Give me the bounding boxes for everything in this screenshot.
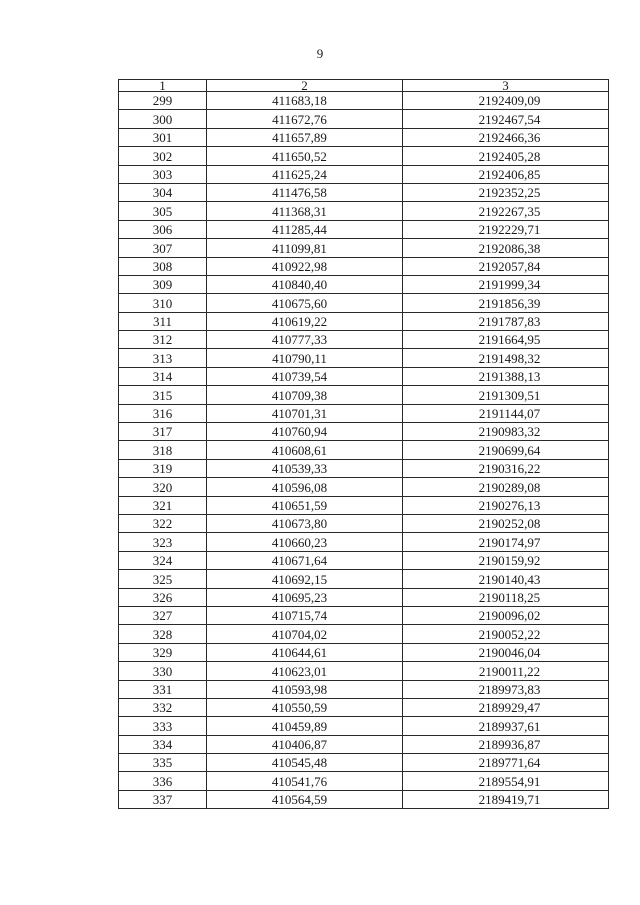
point-number-cell: 304 (119, 183, 207, 201)
y-coordinate-cell: 2191144,07 (403, 404, 609, 422)
point-number-cell: 305 (119, 202, 207, 220)
y-coordinate-cell: 2192057,84 (403, 257, 609, 275)
point-number-cell: 306 (119, 220, 207, 238)
y-coordinate-cell: 2190252,08 (403, 514, 609, 532)
table-row (119, 441, 609, 459)
table-row (119, 312, 609, 330)
x-coordinate-cell: 410623,01 (207, 662, 403, 680)
point-number-cell: 322 (119, 514, 207, 532)
coordinates-table (118, 79, 609, 809)
y-coordinate-cell: 2190289,08 (403, 478, 609, 496)
point-number-cell: 300 (119, 110, 207, 128)
x-coordinate-cell: 410704,02 (207, 625, 403, 643)
table-row (119, 735, 609, 753)
x-coordinate-cell: 410619,22 (207, 312, 403, 330)
x-coordinate-cell: 410539,33 (207, 459, 403, 477)
y-coordinate-cell: 2189937,61 (403, 717, 609, 735)
x-coordinate-cell: 410673,80 (207, 514, 403, 532)
y-coordinate-cell: 2190699,64 (403, 441, 609, 459)
table-row (119, 367, 609, 385)
table-row (119, 570, 609, 588)
x-coordinate-cell: 410541,76 (207, 772, 403, 790)
point-number-cell: 312 (119, 331, 207, 349)
y-coordinate-cell: 2190983,32 (403, 423, 609, 441)
x-coordinate-cell: 410675,60 (207, 294, 403, 312)
point-number-cell: 313 (119, 349, 207, 367)
x-coordinate-cell: 410701,31 (207, 404, 403, 422)
point-number-cell: 330 (119, 662, 207, 680)
table-row (119, 551, 609, 569)
x-coordinate-cell: 410593,98 (207, 680, 403, 698)
x-coordinate-cell: 410777,33 (207, 331, 403, 349)
x-coordinate-cell: 410922,98 (207, 257, 403, 275)
table-row (119, 275, 609, 293)
table-row (119, 496, 609, 514)
y-coordinate-cell: 2192409,09 (403, 92, 609, 110)
table-row (119, 331, 609, 349)
table-row (119, 717, 609, 735)
point-number-cell: 321 (119, 496, 207, 514)
table-row (119, 349, 609, 367)
point-number-cell: 303 (119, 165, 207, 183)
table-row (119, 239, 609, 257)
x-coordinate-cell: 411476,58 (207, 183, 403, 201)
y-coordinate-cell: 2192352,25 (403, 183, 609, 201)
table-row (119, 533, 609, 551)
point-number-cell: 318 (119, 441, 207, 459)
page-number: 9 (316, 46, 324, 61)
x-coordinate-cell: 410671,64 (207, 551, 403, 569)
y-coordinate-cell: 2192086,38 (403, 239, 609, 257)
y-coordinate-cell: 2192405,28 (403, 147, 609, 165)
point-number-cell: 327 (119, 606, 207, 624)
x-coordinate-cell: 410564,59 (207, 790, 403, 808)
point-number-cell: 335 (119, 754, 207, 772)
table-header-row (119, 80, 609, 92)
y-coordinate-cell: 2190316,22 (403, 459, 609, 477)
x-coordinate-cell: 411672,76 (207, 110, 403, 128)
x-coordinate-cell: 411683,18 (207, 92, 403, 110)
table-row (119, 404, 609, 422)
table-row (119, 680, 609, 698)
y-coordinate-cell: 2189936,87 (403, 735, 609, 753)
table-row (119, 459, 609, 477)
point-number-cell: 337 (119, 790, 207, 808)
point-number-cell: 315 (119, 386, 207, 404)
point-number-cell: 307 (119, 239, 207, 257)
x-coordinate-cell: 410660,23 (207, 533, 403, 551)
table-row (119, 92, 609, 110)
table-row (119, 128, 609, 146)
point-number-cell: 336 (119, 772, 207, 790)
table-row (119, 754, 609, 772)
y-coordinate-cell: 2189554,91 (403, 772, 609, 790)
y-coordinate-cell: 2191856,39 (403, 294, 609, 312)
table-row (119, 662, 609, 680)
table-row (119, 478, 609, 496)
point-number-cell: 325 (119, 570, 207, 588)
table-row (119, 588, 609, 606)
point-number-cell: 320 (119, 478, 207, 496)
table-row (119, 606, 609, 624)
table-row (119, 423, 609, 441)
y-coordinate-cell: 2189771,64 (403, 754, 609, 772)
x-coordinate-cell: 410608,61 (207, 441, 403, 459)
table-row (119, 625, 609, 643)
x-coordinate-cell: 410596,08 (207, 478, 403, 496)
column-header-3: 3 (403, 80, 609, 92)
y-coordinate-cell: 2191498,32 (403, 349, 609, 367)
x-coordinate-cell: 411657,89 (207, 128, 403, 146)
point-number-cell: 308 (119, 257, 207, 275)
y-coordinate-cell: 2191664,95 (403, 331, 609, 349)
x-coordinate-cell: 411099,81 (207, 239, 403, 257)
x-coordinate-cell: 411625,24 (207, 165, 403, 183)
point-number-cell: 328 (119, 625, 207, 643)
point-number-cell: 314 (119, 367, 207, 385)
y-coordinate-cell: 2189929,47 (403, 698, 609, 716)
y-coordinate-cell: 2190096,02 (403, 606, 609, 624)
y-coordinate-cell: 2189419,71 (403, 790, 609, 808)
table-row (119, 294, 609, 312)
x-coordinate-cell: 410739,54 (207, 367, 403, 385)
table-row (119, 514, 609, 532)
point-number-cell: 310 (119, 294, 207, 312)
x-coordinate-cell: 410406,87 (207, 735, 403, 753)
x-coordinate-cell: 411650,52 (207, 147, 403, 165)
table-row (119, 643, 609, 661)
y-coordinate-cell: 2189973,83 (403, 680, 609, 698)
x-coordinate-cell: 410550,59 (207, 698, 403, 716)
table-row (119, 220, 609, 238)
x-coordinate-cell: 410790,11 (207, 349, 403, 367)
y-coordinate-cell: 2190276,13 (403, 496, 609, 514)
y-coordinate-cell: 2192229,71 (403, 220, 609, 238)
y-coordinate-cell: 2190118,25 (403, 588, 609, 606)
table-row (119, 790, 609, 808)
y-coordinate-cell: 2192406,85 (403, 165, 609, 183)
x-coordinate-cell: 410644,61 (207, 643, 403, 661)
y-coordinate-cell: 2190140,43 (403, 570, 609, 588)
point-number-cell: 299 (119, 92, 207, 110)
x-coordinate-cell: 410840,40 (207, 275, 403, 293)
point-number-cell: 326 (119, 588, 207, 606)
y-coordinate-cell: 2190159,92 (403, 551, 609, 569)
x-coordinate-cell: 410692,15 (207, 570, 403, 588)
y-coordinate-cell: 2192267,35 (403, 202, 609, 220)
column-header-2: 2 (207, 80, 403, 92)
table-row (119, 183, 609, 201)
y-coordinate-cell: 2192466,36 (403, 128, 609, 146)
table-row (119, 110, 609, 128)
point-number-cell: 316 (119, 404, 207, 422)
x-coordinate-cell: 410651,59 (207, 496, 403, 514)
y-coordinate-cell: 2190011,22 (403, 662, 609, 680)
point-number-cell: 333 (119, 717, 207, 735)
x-coordinate-cell: 410715,74 (207, 606, 403, 624)
y-coordinate-cell: 2191999,34 (403, 275, 609, 293)
x-coordinate-cell: 410459,89 (207, 717, 403, 735)
table-row (119, 202, 609, 220)
point-number-cell: 332 (119, 698, 207, 716)
x-coordinate-cell: 411285,44 (207, 220, 403, 238)
x-coordinate-cell: 410545,48 (207, 754, 403, 772)
point-number-cell: 317 (119, 423, 207, 441)
point-number-cell: 309 (119, 275, 207, 293)
point-number-cell: 334 (119, 735, 207, 753)
x-coordinate-cell: 410695,23 (207, 588, 403, 606)
y-coordinate-cell: 2190046,04 (403, 643, 609, 661)
y-coordinate-cell: 2191309,51 (403, 386, 609, 404)
point-number-cell: 324 (119, 551, 207, 569)
point-number-cell: 319 (119, 459, 207, 477)
table-row (119, 772, 609, 790)
y-coordinate-cell: 2190052,22 (403, 625, 609, 643)
point-number-cell: 329 (119, 643, 207, 661)
table-row (119, 386, 609, 404)
y-coordinate-cell: 2191787,83 (403, 312, 609, 330)
column-header-1: 1 (119, 80, 207, 92)
point-number-cell: 323 (119, 533, 207, 551)
point-number-cell: 331 (119, 680, 207, 698)
y-coordinate-cell: 2190174,97 (403, 533, 609, 551)
table-row (119, 698, 609, 716)
y-coordinate-cell: 2191388,13 (403, 367, 609, 385)
point-number-cell: 301 (119, 128, 207, 146)
point-number-cell: 302 (119, 147, 207, 165)
x-coordinate-cell: 410709,38 (207, 386, 403, 404)
table-row (119, 165, 609, 183)
y-coordinate-cell: 2192467,54 (403, 110, 609, 128)
table-row (119, 147, 609, 165)
x-coordinate-cell: 411368,31 (207, 202, 403, 220)
x-coordinate-cell: 410760,94 (207, 423, 403, 441)
table-row (119, 257, 609, 275)
point-number-cell: 311 (119, 312, 207, 330)
